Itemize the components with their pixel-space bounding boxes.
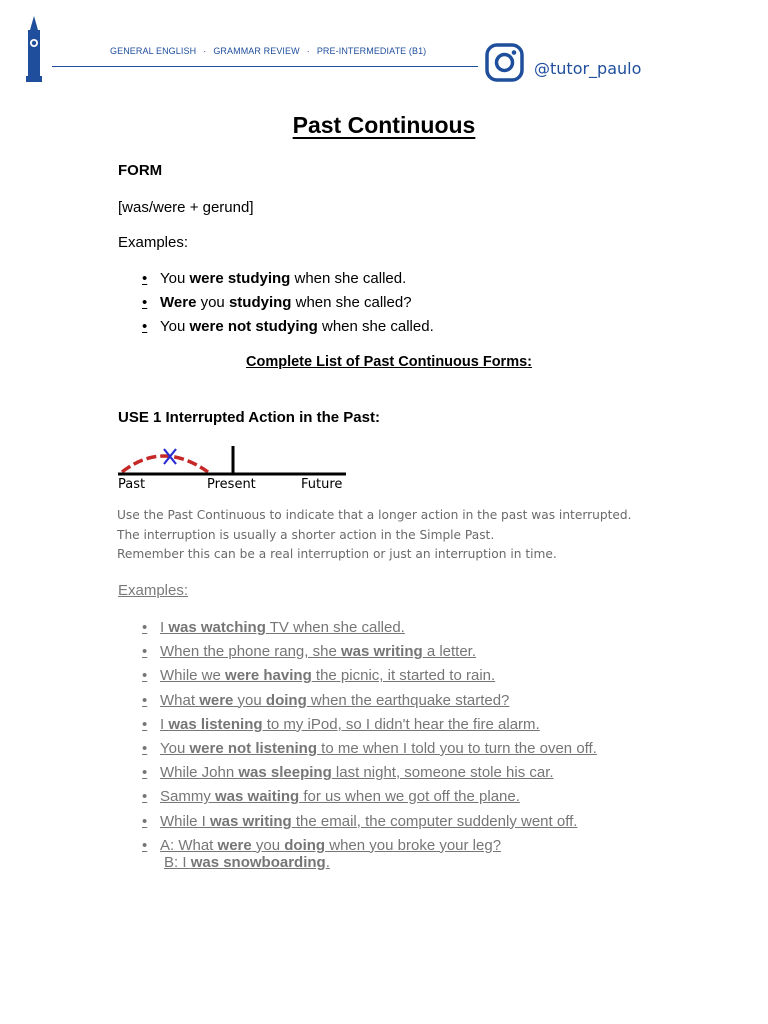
text-run: when you broke your leg? [325, 836, 502, 854]
text-run: You [160, 270, 190, 287]
breadcrumb-item: GRAMMAR REVIEW [213, 46, 300, 56]
text-run: B: I [164, 853, 191, 871]
breadcrumb-separator: · [306, 46, 310, 56]
verb-phrase: studying [228, 294, 292, 311]
breadcrumb-separator: · [203, 46, 207, 56]
list-item[interactable] [142, 619, 597, 643]
text-run: you [233, 691, 266, 709]
text-run: You [160, 739, 190, 757]
verb-phrase: Were [160, 294, 197, 311]
text-run: the picnic, it started to rain. [311, 667, 496, 685]
bullet: • [142, 667, 148, 685]
verb-phrase: were [217, 836, 252, 854]
form-examples-list [142, 270, 434, 342]
list-item[interactable] [142, 716, 597, 740]
list-item[interactable] [142, 667, 597, 691]
text-run: a letter. [422, 643, 477, 661]
use1-heading: USE 1 Interrupted Action in the Past: [118, 409, 380, 426]
verb-phrase: were [199, 691, 234, 709]
timeline-label-future: Future [301, 477, 343, 488]
description-line: Use the Past Continuous to indicate that a longer action in the past was interrupted. [117, 508, 632, 522]
list-item[interactable] [142, 692, 597, 716]
form-heading: FORM [118, 162, 163, 179]
text-run: I [160, 619, 169, 636]
list-item[interactable] [142, 643, 597, 667]
page-title-text: Past Continuous [292, 112, 476, 138]
text-run: . [325, 853, 330, 871]
example-link[interactable] [160, 813, 577, 830]
form-examples-label: Examples: [118, 234, 189, 251]
list-item [142, 270, 434, 294]
verb-phrase: were not studying [189, 318, 318, 335]
example-link[interactable] [160, 740, 597, 757]
verb-phrase: was waiting [215, 788, 300, 806]
list-item [142, 294, 434, 318]
timeline-label-past: Past [118, 477, 146, 488]
example-link[interactable] [160, 667, 495, 684]
text-run: when she called. [317, 318, 434, 335]
text-run: last night, someone stole his car. [331, 764, 554, 782]
use1-description [117, 506, 631, 565]
text-run: A: What [160, 836, 218, 854]
text-run: to me when I told you to turn the oven off. [317, 739, 597, 757]
list-item[interactable] [142, 788, 597, 812]
use1-examples-label: Examples: [118, 582, 189, 599]
use1-examples-list [142, 619, 597, 877]
text-run: the email, the computer suddenly went off. [291, 812, 578, 830]
list-item[interactable] [142, 813, 597, 837]
verb-phrase: doing [284, 836, 326, 854]
timeline-diagram [118, 442, 350, 488]
verb-phrase: was watching [168, 619, 266, 636]
text-run: You [160, 318, 190, 335]
bullet: • [142, 294, 148, 311]
example-link[interactable] [160, 788, 520, 805]
verb-phrase: was snowboarding [190, 853, 326, 871]
breadcrumb-item: PRE-INTERMEDIATE (B1) [316, 46, 427, 56]
breadcrumb [110, 46, 426, 56]
text-run: Sammy [160, 788, 216, 806]
verb-phrase: doing [265, 691, 307, 709]
bullet: • [142, 691, 148, 709]
big-ben-icon [24, 16, 44, 82]
verb-phrase: was writing [340, 643, 423, 661]
text-run: When the phone rang, she [160, 643, 341, 661]
text-run: when she called? [291, 294, 412, 311]
verb-phrase: were having [225, 667, 312, 685]
timeline-label-present: Present [207, 477, 256, 488]
bullet: • [142, 715, 148, 733]
text-run: While John [160, 764, 239, 782]
example-text [160, 294, 412, 311]
bullet: • [142, 643, 148, 661]
example-link[interactable] [160, 692, 509, 709]
bullet: • [142, 270, 148, 287]
text-run: when the earthquake started? [306, 691, 510, 709]
text-run: I [160, 715, 169, 733]
list-item[interactable] [142, 764, 597, 788]
text-run: you [196, 294, 229, 311]
description-line: The interruption is usually a shorter action in the Simple Past. [117, 527, 495, 542]
text-run: While I [160, 812, 211, 830]
bullet: • [142, 619, 148, 636]
text-run: TV when she called. [265, 619, 405, 636]
example-link[interactable] [160, 837, 501, 854]
bullet: • [142, 764, 148, 782]
verb-phrase: was sleeping [238, 764, 332, 782]
example-text [160, 318, 434, 335]
page-title [0, 112, 768, 139]
verb-phrase: was writing [210, 812, 292, 830]
bullet: • [142, 836, 148, 854]
form-formula: [was/were + gerund] [118, 199, 254, 216]
verb-phrase: were studying [189, 270, 291, 287]
text-run: to my iPod, so I didn't hear the fire alarm. [262, 715, 540, 733]
list-item[interactable] [142, 837, 597, 877]
example-link[interactable] [160, 643, 476, 660]
complete-list-link[interactable]: Complete List of Past Continuous Forms: [246, 354, 532, 370]
bullet: • [142, 812, 148, 830]
example-text [160, 270, 406, 287]
example-reply-link[interactable] [160, 854, 597, 871]
breadcrumb-item: GENERAL ENGLISH [110, 46, 197, 56]
verb-phrase: were not listening [189, 739, 317, 757]
text-run: What [160, 691, 200, 709]
verb-phrase: was listening [168, 715, 263, 733]
instagram-handle[interactable]: @tutor_paulo [534, 59, 642, 78]
header-rule [52, 66, 478, 67]
list-item[interactable] [142, 740, 597, 764]
example-link[interactable] [160, 764, 554, 781]
description-line: Remember this can be a real interruption or just an interruption in time. [117, 547, 557, 561]
text-run: when she called. [290, 270, 407, 287]
text-run: you [251, 836, 285, 854]
instagram-icon[interactable] [485, 43, 524, 82]
example-link[interactable] [160, 716, 540, 733]
bullet: • [142, 788, 148, 806]
text-run: While we [160, 667, 226, 685]
bullet: • [142, 739, 148, 757]
example-link[interactable] [160, 619, 405, 636]
bullet: • [142, 318, 148, 335]
text-run: for us when we got off the plane. [299, 788, 520, 806]
list-item [142, 318, 434, 342]
